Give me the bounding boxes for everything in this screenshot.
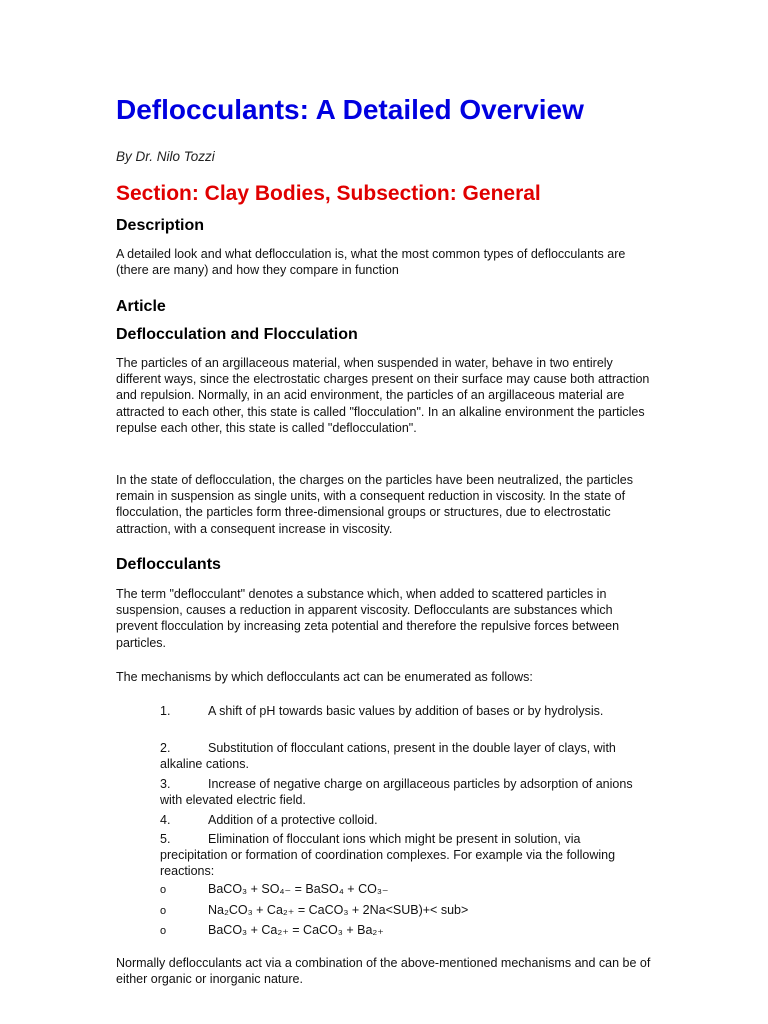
list-item-number: 5. [160, 832, 171, 846]
list-item [160, 740, 650, 772]
deflocculants-heading: Deflocculants [116, 556, 221, 573]
list-item-text: A shift of pH towards basic values by addition of bases or by hydrolysis. [208, 704, 604, 718]
reaction-item [160, 922, 650, 939]
reaction-equation: BaCO₃ + Ca₂₊ = CaCO₃ + Ba₂₊ [208, 923, 384, 937]
article-heading: Article [116, 298, 166, 315]
list-item-text: Substitution of flocculant cations, present in the double layer of clays, with alkaline cations. [160, 741, 616, 772]
deflocculation-flocculation-heading: Deflocculation and Flocculation [116, 326, 358, 343]
paragraph-deflocculation-state: In the state of deflocculation, the charges on the particles have been neutralized, the particles remain in suspension as single units, with a consequent reduction in viscosity. In the state of flocculation, the particles form three-dimensional groups or structures, due to electrostatic attraction, with a consequent increase in viscosity. [116, 473, 633, 536]
bullet-marker: o [160, 884, 167, 896]
paragraph-flocculation: The particles of an argillaceous material, when suspended in water, behave in two entirely different ways, since the electrostatic charges present on their surface may cause both attraction and repulsion. Normally, in an acid environment, the particles of an argillaceous material are attracted to each other, this state is called "flocculation". In an alkaline environment the particles repulse each other, this state is called "deflocculation". [116, 356, 650, 435]
reaction-item [160, 881, 650, 898]
paragraph-mechanisms-intro: The mechanisms by which deflocculants act can be enumerated as follows: [116, 670, 533, 684]
paragraph-conclusion: Normally deflocculants act via a combination of the above-mentioned mechanisms and can be of either organic or inorganic nature. [116, 956, 651, 987]
list-item-text: Increase of negative charge on argillaceous particles by adsorption of anions with elevated electric field. [160, 777, 633, 808]
list-item-number: 4. [160, 813, 171, 827]
section-title: Section: Clay Bodies, Subsection: General [116, 182, 541, 205]
reaction-equation: BaCO₃ + SO₄₋ = BaSO₄ + CO₃₋ [208, 882, 389, 896]
list-item [160, 703, 650, 719]
page-title: Deflocculants: A Detailed Overview [116, 94, 584, 125]
list-item-number: 2. [160, 741, 171, 755]
list-item [160, 812, 650, 828]
author-byline: By Dr. Nilo Tozzi [116, 149, 215, 164]
paragraph-deflocculant-definition: The term "deflocculant" denotes a substance which, when added to scattered particles in suspension, causes a reduction in apparent viscosity. Deflocculants are substances which prevent flocculation by increasing zeta potential and therefore the repulsive forces between particles. [116, 587, 620, 650]
bullet-marker: o [160, 905, 167, 917]
list-item-number: 3. [160, 777, 171, 791]
description-heading: Description [116, 217, 205, 234]
reaction-item [160, 902, 650, 919]
list-item-text: Addition of a protective colloid. [208, 813, 378, 827]
list-item-number: 1. [160, 704, 171, 718]
description-text: A detailed look and what deflocculation is, what the most common types of deflocculants are (there are many) and how they compare in function [116, 247, 626, 278]
list-item [160, 776, 650, 808]
list-item-text: Elimination of flocculant ions which might be present in solution, via precipitation or formation of coordination complexes. For example via the following reactions: [160, 832, 616, 879]
list-item [160, 831, 650, 880]
reaction-equation: Na₂CO₃ + Ca₂₊ = CaCO₃ + 2Na<SUB)+< sub> [208, 903, 469, 917]
bullet-marker: o [160, 925, 167, 937]
